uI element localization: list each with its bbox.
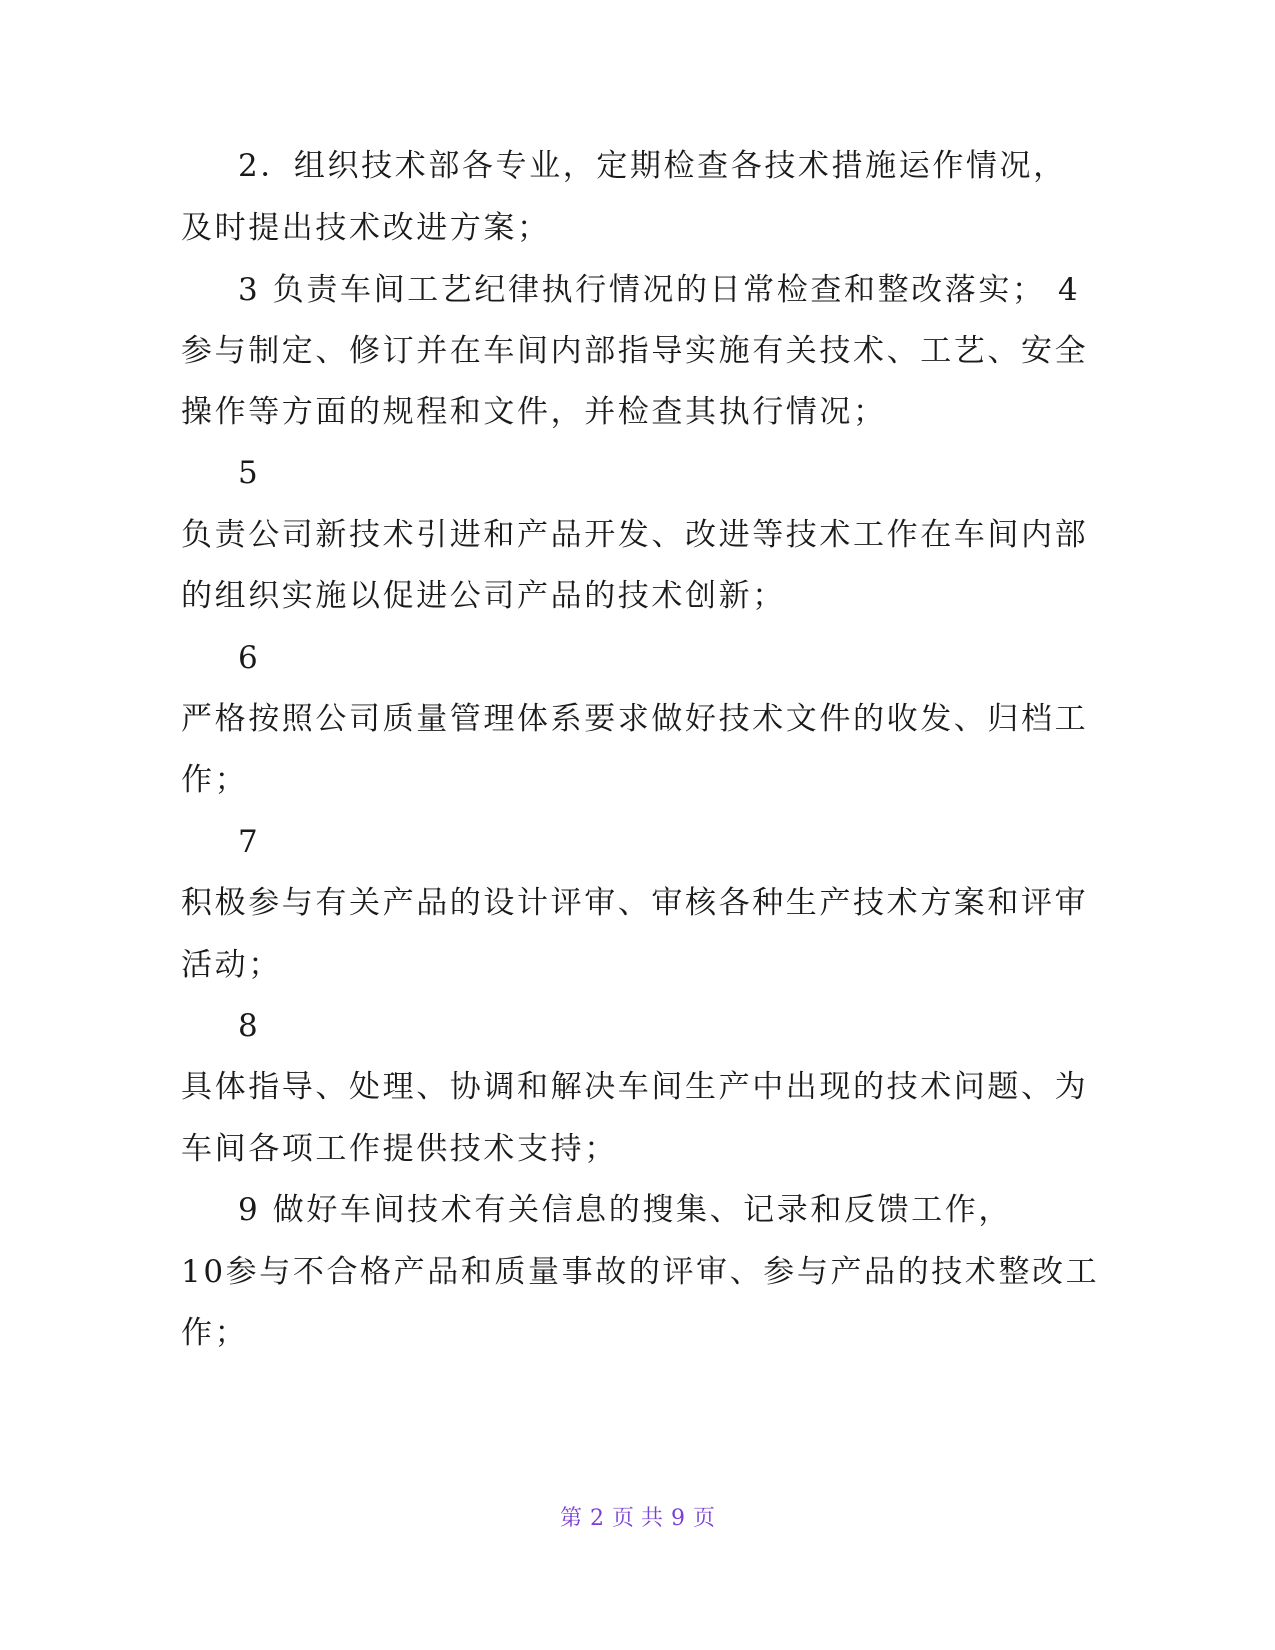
paragraph-line: 及时提出技术改进方案； (181, 210, 551, 246)
paragraph-line: 负责公司新技术引进和产品开发、改进等技术工作在车间内部 (181, 517, 1089, 553)
item-number: 7 (238, 824, 261, 860)
footer-page-number: 2 (590, 1506, 604, 1531)
paragraph-line: 活动； (181, 947, 282, 983)
page-footer (0, 1504, 1275, 1534)
item-number: 5 (238, 455, 261, 491)
paragraph-line: 车间各项工作提供技术支持； (181, 1131, 618, 1167)
paragraph-line: 作； (181, 1315, 249, 1351)
paragraph-line: 积极参与有关产品的设计评审、审核各种生产技术方案和评审 (181, 885, 1089, 921)
paragraph-line: 作； (181, 762, 249, 798)
footer-total-pages: 9 (671, 1506, 685, 1531)
item-number: 8 (238, 1008, 261, 1044)
paragraph-line: 操作等方面的规程和文件，并检查其执行情况； (181, 394, 887, 430)
paragraph-line: 的组织实施以促进公司产品的技术创新； (181, 578, 786, 614)
paragraph-line: 严格按照公司质量管理体系要求做好技术文件的收发、归档工 (181, 701, 1089, 737)
item-number: 6 (238, 640, 261, 676)
paragraph-line: 10参与不合格产品和质量事故的评审、参与产品的技术整改工 (181, 1254, 1100, 1290)
paragraph-line: 2．组织技术部各专业，定期检查各技术措施运作情况， (238, 148, 1067, 184)
paragraph-line: 3 负责车间工艺纪律执行情况的日常检查和整改落实； 4 (238, 272, 1081, 308)
paragraph-line: 9 做好车间技术有关信息的搜集、记录和反馈工作， (238, 1192, 1012, 1228)
footer-prefix: 第 (559, 1506, 582, 1531)
footer-middle: 页 共 (612, 1506, 663, 1531)
paragraph-line: 具体指导、处理、协调和解决车间生产中出现的技术问题、为 (181, 1069, 1089, 1105)
paragraph-line: 参与制定、修订并在车间内部指导实施有关技术、工艺、安全 (181, 333, 1089, 369)
footer-suffix: 页 (693, 1506, 716, 1531)
